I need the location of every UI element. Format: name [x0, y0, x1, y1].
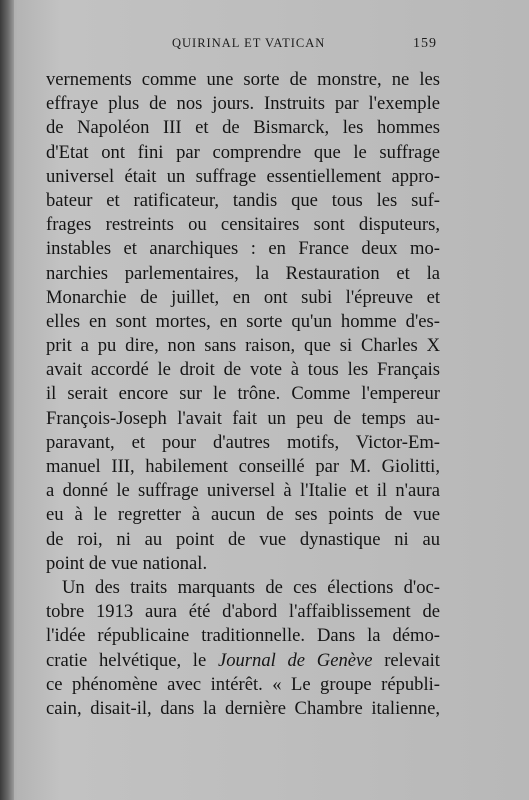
text-line: paravant, et pour d'autres motifs, Victor-Em- — [46, 431, 440, 453]
running-title: QUIRINAL ET VATICAN — [172, 36, 326, 50]
text-line: avait accordé le droit de vote à tous les Français — [46, 359, 440, 381]
text-line: eu à le regretter à aucun de ses points de vue — [46, 504, 440, 526]
text-line: François-Joseph l'avait fait un peu de temps au- — [46, 407, 440, 429]
text-line: elles en sont mortes, en sorte qu'un homme d'es- — [46, 310, 440, 332]
text-line: tobre 1913 aura été d'abord l'affaiblissement de — [46, 601, 440, 623]
text-line: cain, disait-il, dans la dernière Chambre italienne, — [46, 697, 440, 719]
text-line: l'idée républicaine traditionnelle. Dans la démo- — [46, 625, 440, 647]
text-line: Monarchie de juillet, en ont subi l'épreuve et — [46, 286, 440, 308]
text-line: vernements comme une sorte de monstre, ne les — [46, 69, 440, 90]
paragraph-last-line: point de vue national. — [46, 552, 208, 574]
page-header — [150, 36, 437, 54]
paragraph-first-line: Un des traits marquants de ces élections d'oc- — [62, 576, 440, 598]
text-line: il serait encore sur le trône. Comme l'empereur — [46, 383, 440, 405]
text-line: bateur et ratificateur, tandis que tous les suf- — [46, 189, 440, 211]
text-line: d'Etat ont fini par comprendre que le suffrage — [46, 141, 440, 163]
page-number: 159 — [413, 36, 437, 51]
text-line: effraye plus de nos jours. Instruits par l'exemple — [46, 93, 440, 115]
text-line: universel était un suffrage essentiellement appro- — [46, 165, 440, 187]
text-line: instables et anarchiques : en France deux mo- — [46, 238, 440, 260]
text-line: ce phénomène avec intérêt. « Le groupe républi- — [46, 673, 440, 695]
body-text — [46, 68, 440, 721]
text-line: frages restreints ou censitaires sont disputeurs, — [46, 214, 440, 236]
text-line: de roi, ni au point de vue dynastique ni au — [46, 528, 440, 550]
book-spine-shadow — [0, 0, 14, 800]
text-line: narchies parlementaires, la Restauration et la — [46, 262, 440, 284]
newspaper-title: Journal de Genève — [217, 649, 373, 671]
text-line: a donné le suffrage universel à l'Italie et il n'aura — [46, 480, 440, 502]
text-line: prit a pu dire, non sans raison, que si Charles X — [46, 335, 440, 357]
text-line: cratie helvétique, le Journal de Genève relevait — [46, 649, 440, 671]
text-line: de Napoléon III et de Bismarck, les hommes — [46, 117, 440, 139]
text-line: manuel III, habilement conseillé par M. Giolitti, — [46, 456, 440, 477]
